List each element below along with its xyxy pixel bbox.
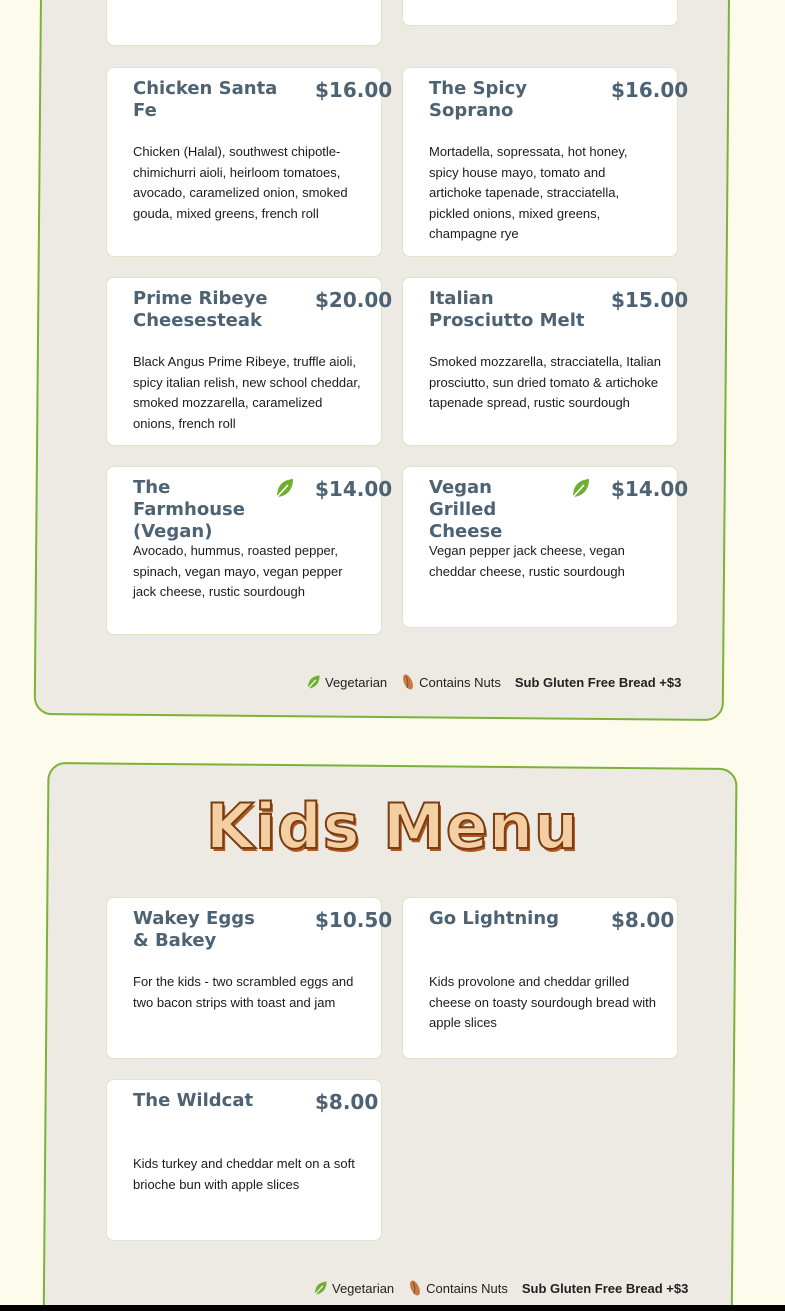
legend-vegetarian [305,674,387,690]
menu-card[interactable] [402,67,689,257]
gluten-free-note: Sub Gluten Free Bread +$3 [521,1280,689,1296]
menu-item-description: Mortadella, sopressata, hot honey, spicy house mayo, tomato and artichoke tapenade, stracciatella, pickled onions, mixed greens, champagne rye [429,144,628,241]
menu-item-price: $16.00 [611,78,689,102]
menu-item-price: $14.00 [611,477,689,501]
legend-vegetarian [312,1280,394,1296]
menu-item-name: Vegan Grilled Cheese [429,477,503,542]
menu-card[interactable] [106,897,393,1059]
menu-item-name: The Farmhouse (Vegan) [133,477,245,542]
menu-item-description: Kids turkey and cheddar melt on a soft brioche bun with apple slices [133,1156,355,1192]
menu-item-description: Vegan pepper jack cheese, vegan cheddar cheese, rustic sourdough [429,543,625,579]
menu-item-price: $8.00 [315,1090,379,1114]
menu-card-partial[interactable] [402,0,678,26]
menu-item-description: Avocado, hummus, roasted pepper, spinach, vegan mayo, vegan pepper jack cheese, rustic sourdough [133,543,343,599]
menu-item-name: Italian Prosciutto Melt [429,288,585,331]
menu-item-description: Kids provolone and cheddar grilled cheese on toasty sourdough bread with apple slices [429,974,656,1030]
menu-item-description: Smoked mozzarella, stracciatella, Italian prosciutto, sun dried tomato & artichoke tapenade spread, rustic sourdough [429,354,661,410]
menu-legend [305,673,681,691]
gluten-free-note: Sub Gluten Free Bread +$3 [514,674,682,690]
menu-item-price: $10.50 [315,908,393,932]
legend-nuts-label: Contains Nuts [419,674,501,690]
legend-vegetarian-label: Vegetarian [325,674,388,690]
nut-icon [401,673,415,691]
leaf-icon [305,674,321,690]
menu-item-name: Prime Ribeye Cheesesteak [133,288,268,331]
menu-item-description: Chicken (Halal), southwest chipotle-chimichurri aioli, heirloom tomatoes, avocado, caramelized onion, smoked gouda, mixed greens, french roll [133,144,348,221]
menu-item-price: $15.00 [611,288,689,312]
menu-item-price: $14.00 [315,477,393,501]
menu-item-name: Wakey Eggs & Bakey [133,908,255,951]
leaf-icon [569,477,591,499]
menu-item-description: Black Angus Prime Ribeye, truffle aioli, spicy italian relish, new school cheddar, smoked mozzarella, caramelized onions, french roll [133,354,361,431]
menu-card-partial[interactable] [106,0,382,46]
menu-item-description: For the kids - two scrambled eggs and two bacon strips with toast and jam [133,974,354,1010]
menu-legend [312,1279,688,1297]
nut-icon [408,1279,422,1297]
kids-menu-title: Kids Menu [205,790,580,863]
legend-nuts [401,673,501,691]
menu-card[interactable] [402,897,678,1059]
menu-item-price: $20.00 [315,288,393,312]
leaf-icon [312,1280,328,1296]
legend-nuts-label: Contains Nuts [426,1280,508,1296]
legend-nuts [408,1279,508,1297]
menu-item-price: $16.00 [315,78,393,102]
menu-card[interactable] [402,466,689,628]
menu-card[interactable] [106,466,393,635]
menu-item-name: Chicken Santa Fe [133,78,278,121]
menu-card[interactable] [106,67,393,257]
leaf-icon [273,477,295,499]
menu-item-price: $8.00 [611,908,675,932]
menu-item-name: The Spicy Soprano [429,78,527,121]
page-bottom-bar [0,1305,785,1311]
menu-item-name: Go Lightning [429,908,560,929]
menu-card[interactable] [402,277,689,446]
menu-card[interactable] [106,277,393,446]
menu-item-name: The Wildcat [133,1090,254,1111]
legend-vegetarian-label: Vegetarian [332,1280,395,1296]
menu-card[interactable] [106,1079,382,1241]
